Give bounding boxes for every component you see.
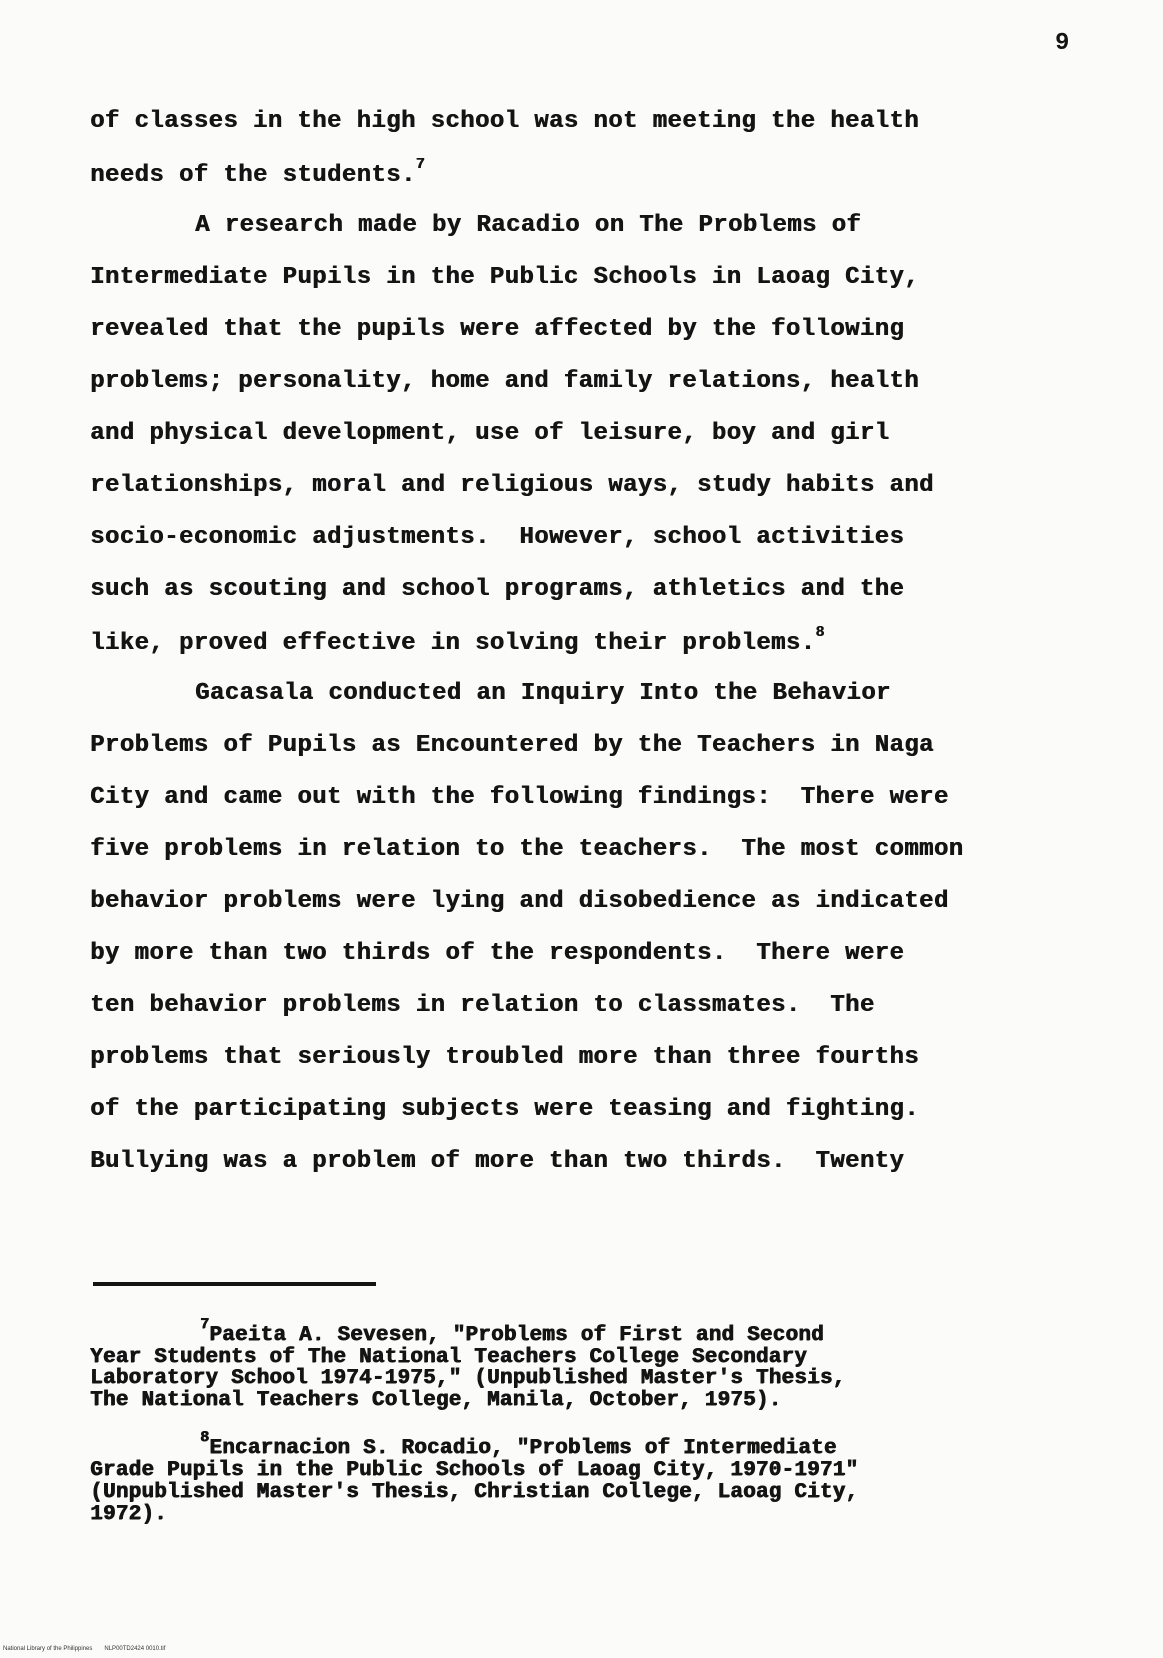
- body-line: such as scouting and school programs, athletics and the: [90, 576, 905, 603]
- footnote-line: $^8$Encarnacion S. Rocadio, "Problems of Intermediate: [200, 1429, 837, 1460]
- page-number: 9: [1055, 30, 1070, 57]
- footnote-line: Year Students of The National Teachers College Secondary: [90, 1346, 807, 1369]
- footnote-marker-8: 8: [200, 1429, 210, 1446]
- body-line: five problems in relation to the teachers. The most common: [90, 836, 964, 863]
- footnote-line: The National Teachers College, Manila, October, 1975).: [90, 1389, 782, 1412]
- body-line: needs of the students.$^7$: [90, 156, 426, 189]
- body-line: relationships, moral and religious ways, study habits and: [90, 472, 934, 499]
- footnote-line: Laboratory School 1974-1975," (Unpublished Master's Thesis,: [90, 1367, 846, 1390]
- footnote-ref-7: 7: [415, 156, 426, 173]
- body-line: City and came out with the following findings: There were: [90, 784, 949, 811]
- footnote-line: Grade Pupils in the Public Schools of Laoag City, 1970-1971": [90, 1459, 859, 1482]
- body-line: socio-economic adjustments. However, school activities: [90, 524, 905, 551]
- footnote-separator: [93, 1282, 376, 1286]
- body-line: Problems of Pupils as Encountered by the Teachers in Naga: [90, 732, 934, 759]
- body-line: behavior problems were lying and disobedience as indicated: [90, 888, 949, 915]
- body-line: of the participating subjects were teasing and fighting.: [90, 1096, 919, 1123]
- body-line: Intermediate Pupils in the Public Schools in Laoag City,: [90, 264, 919, 291]
- body-line: problems; personality, home and family relations, health: [90, 368, 919, 395]
- body-line: A research made by Racadio on The Problems of: [195, 212, 862, 239]
- body-line: Gacasala conducted an Inquiry Into the Behavior: [195, 680, 891, 707]
- body-line: problems that seriously troubled more than three fourths: [90, 1044, 919, 1071]
- footnote-line: (Unpublished Master's Thesis, Christian College, Laoag City,: [90, 1481, 859, 1504]
- footnote-line: 1972).: [90, 1503, 167, 1526]
- footnote-ref-8: 8: [815, 624, 825, 641]
- scan-file-name: NLP00TD2424 0010.tif: [104, 1646, 166, 1652]
- body-line: by more than two thirds of the respondents. There were: [90, 940, 905, 967]
- body-line: like, proved effective in solving their problems.$^8$: [90, 624, 825, 657]
- footnote-line: $^7$Paeita A. Sevesen, "Problems of First and Second: [200, 1316, 824, 1347]
- body-line: Bullying was a problem of more than two thirds. Twenty: [90, 1148, 905, 1175]
- body-line: revealed that the pupils were affected by the following: [90, 316, 905, 343]
- scan-footer: [3, 1646, 177, 1652]
- body-line: and physical development, use of leisure, boy and girl: [90, 420, 890, 447]
- body-line: of classes in the high school was not meeting the health: [90, 108, 919, 135]
- library-credit: National Library of the Philippines: [3, 1646, 93, 1652]
- footnote-marker-7: 7: [200, 1316, 210, 1333]
- body-line: ten behavior problems in relation to classmates. The: [90, 992, 875, 1019]
